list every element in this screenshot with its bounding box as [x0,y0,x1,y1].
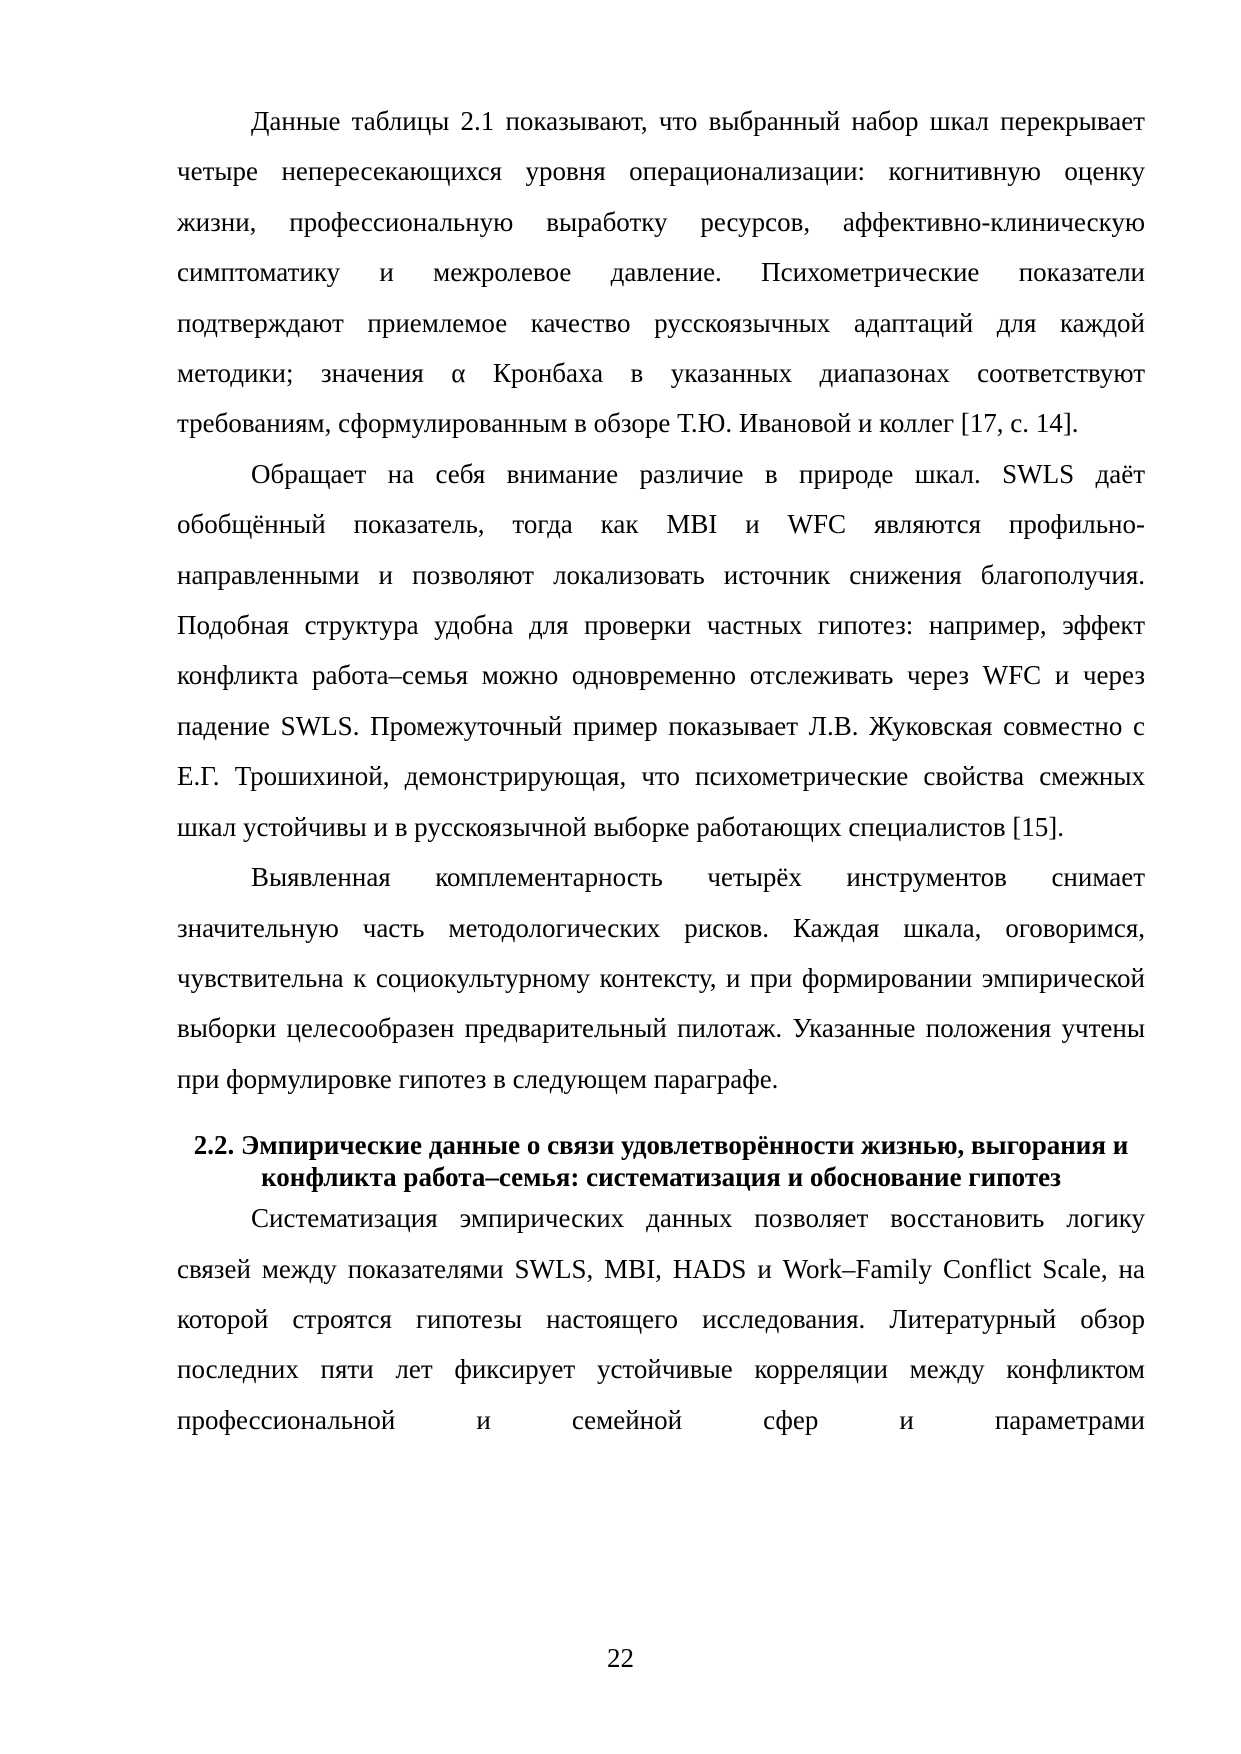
section-heading: 2.2. Эмпирические данные о связи удовлетворённости жизнью, выгорания и конфликта работа–семья: систематизация и обоснование гипотез [193,1130,1129,1193]
paragraph-scales-nature: Обращает на себя внимание различие в природе шкал. SWLS даёт обобщённый показатель, тогда как MBI и WFC являются профильно-направленными и позволяют локализовать источник снижения благополучия. Подобная структура удобна для проверки частных гипотез: например, эффект конфликта работа–семья можно одновременно отслеживать через WFC и через падение SWLS. Промежуточный пример показывает Л.В. Жуковская совместно с Е.Г. Трошихиной, демонстрирующая, что психометрические свойства смежных шкал устойчивы и в русскоязычной выборке работающих специалистов [15]. [177,458,1145,842]
paragraph-complementarity: Выявленная комплементарность четырёх инструментов снимает значительную часть методологических рисков. Каждая шкала, оговоримся, чувствительна к социокультурному контексту, и при формировании эмпирической выборки целесообразен предварительный пилотаж. Указанные положения учтены при формулировке гипотез в следующем параграфе. [177,862,1145,1094]
paragraph-systematization: Систематизация эмпирических данных позволяет восстановить логику связей между показателями SWLS, MBI, HADS и Work–Family Conflict Scale, на которой строятся гипотезы настоящего исследования. Литературный обзор последних пяти лет фиксирует устойчивые корреляции между конфликтом профессиональной и семейной сфер и параметрами [177,1203,1145,1435]
paragraph-tables-overview: Данные таблицы 2.1 показывают, что выбранный набор шкал перекрывает четыре непересекающихся уровня операционализации: когнитивную оценку жизни, профессиональную выработку ресурсов, аффективно-клиническую симптоматику и межролевое давление. Психометрические показатели подтверждают приемлемое качество русскоязычных адаптаций для каждой методики; значения α Кронбаха в указанных диапазонах соответствуют требованиям, сформулированным в обзоре Т.Ю. Ивановой и коллег [17, с. 14]. [177,106,1145,439]
page-number: 22 [607,1643,634,1673]
page-body [177,96,1145,1445]
